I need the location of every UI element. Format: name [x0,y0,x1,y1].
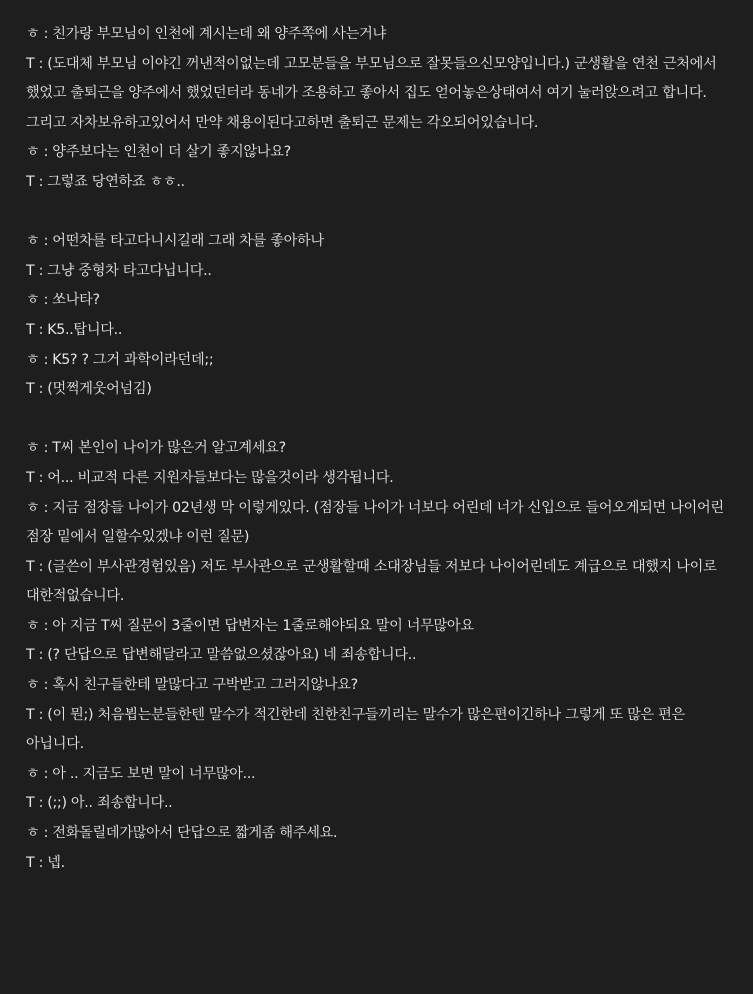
transcript-line: ㅎ : 양주보다는 인천이 더 살기 좋지않나요? [26,144,291,161]
transcript-line: T : 그냥 중형차 타고다닙니다.. [26,262,212,279]
transcript-line: ㅎ : 아 지금 T씨 질문이 3줄이면 답변자는 1줄로해야되요 말이 너무많아요 [26,617,474,634]
transcript-line: ㅎ : 아 .. 지금도 보면 말이 너무많아... [26,765,256,782]
transcript-line: ㅎ : 전화돌릴데가많아서 단답으로 짧게좀 해주세요. [26,825,338,842]
transcript-line: T : (글쓴이 부사관경험있음) 저도 부사관으로 군생활할때 소대장님들 저보다 나이어린데도 계급으로 대했지 나이로 대한적없습니다. [26,558,717,605]
transcript-line: ㅎ : 지금 점장들 나이가 02년생 막 이렇게있다. (점장들 나이가 너보다 어린데 너가 신입으로 들어오게되면 나이어린 점장 밑에서 일할수있겠냐 이런 질문) [26,499,724,546]
transcript-line: ㅎ : T씨 본인이 나이가 많은거 알고계세요? [26,440,286,457]
transcript-line: ㅎ : 쏘나타? [26,292,100,309]
transcript-line: ㅎ : K5? ? 그거 과학이라던데;; [26,351,214,368]
transcript-line: ㅎ : 혹시 친구들한테 말많다고 구박받고 그러지않나요? [26,677,358,694]
transcript-line: T : 넵. [26,854,65,871]
transcript-line: ㅎ : 친가랑 부모님이 인천에 계시는데 왜 양주쪽에 사는거냐 [26,26,386,42]
transcript-line: T : K5..탑니다.. [26,321,123,338]
blank-line [26,198,745,228]
transcript-line: T : (;;) 아.. 죄송합니다.. [26,795,173,812]
transcript-line: T : (? 단답으로 답변해달라고 말씀없으셨잖아요) 네 죄송합니다.. [26,647,417,664]
transcript-line: T : 어... 비교적 다른 지원자들보다는 많을것이라 생각됩니다. [26,469,394,486]
transcript-line: T : (도대체 부모님 이야긴 꺼낸적이없는데 고모분들을 부모님으로 잘못들으신모양입니다.) 군생활을 연천 근처에서 했었고 출퇴근을 양주에서 했었던터라 동네가 조용하고 좋아서 집도 얻어놓은상태여서 여기 눌러앉으려고 합니다. [26,55,717,102]
blank-line [26,405,745,435]
transcript-line: ㅎ : 어떤차를 타고다니시길래 그래 차를 좋아하나 [26,233,324,250]
transcript-line: T : 그렇죠 당연하죠 ㅎㅎ.. [26,173,185,190]
transcript-line: T : (이 뭔;) 처음뵙는분들한텐 말수가 적긴한데 친한친구들끼리는 말수가 많은편이긴하나 그렇게 또 많은 편은 아닙니다. [26,706,685,753]
transcript-line: T : (멋쩍게웃어넘김) [26,381,152,398]
transcript-line: 그리고 자차보유하고있어서 만약 채용이된다고하면 출퇴근 문제는 각오되어있습니다. [26,114,539,131]
